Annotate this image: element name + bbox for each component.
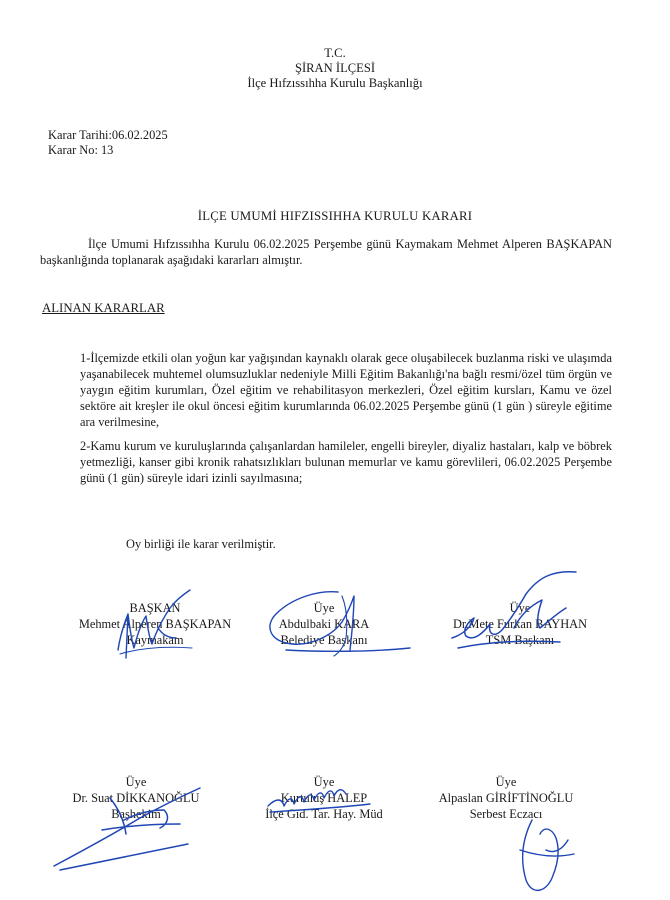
signature-pharmacist-graphic [502,810,582,900]
signatory-mayor [258,600,390,648]
signatory-name: Dr.Mete Furkan BAYHAN [452,617,588,631]
signatory-title: Serbest Eczacı [469,807,543,821]
signatory-role: BAŞKAN [129,601,181,615]
signatory-name: Kurtuluş HALEP [280,791,368,805]
signatory-role: Üye [313,775,335,789]
signatory-title: Başhekim [111,807,161,821]
closing-statement: Oy birliği ile karar verilmiştir. [126,537,276,551]
decision-meta [48,128,168,158]
signatory-tsm [432,600,608,648]
signatory-name: Mehmet Alperen BAŞKAPAN [78,617,232,631]
signatory-name: Alpaslan GİRİFTİNOĞLU [438,791,574,805]
signatory-role: Üye [495,775,517,789]
decision-date: Karar Tarihi:06.02.2025 [48,128,168,142]
signatory-title: Kaymakam [126,633,184,647]
signatory-role: Üye [509,601,531,615]
signatory-chairman [62,600,248,648]
signatory-pharmacist [424,774,588,822]
signatory-name: Dr. Suat DİKKANOĞLU [72,791,200,805]
signatory-title: İlçe Gıd. Tar. Hay. Müd [265,807,383,821]
signatory-name: Abdulbaki KARA [278,617,370,631]
intro-paragraph: İlçe Umumi Hıfzıssıhha Kurulu 06.02.2025 Perşembe günü Kaymakam Mehmet Alperen BAŞKAPAN başkanlığında toplanarak aşağıdaki kararları almıştır. [40,237,612,267]
signatory-agriculture [246,774,402,822]
header-republic: T.C. [324,46,346,60]
signatory-hospital [54,774,218,822]
signatory-role: Üye [125,775,147,789]
signatory-role: Üye [313,601,335,615]
document-header [0,46,670,91]
signatory-title: Belediye Başkanı [280,633,368,647]
decision-number: Karar No: 13 [48,143,114,157]
header-board: İlçe Hıfzıssıhha Kurulu Başkanlığı [247,76,423,90]
section-heading: ALINAN KARARLAR [42,301,165,315]
header-district: ŞİRAN İLÇESİ [294,61,376,75]
decision-item-2: 2-Kamu kurum ve kuruluşlarında çalışanlardan hamileler, engelli bireyler, diyaliz hastaları, kalp ve böbrek yetmezliği, kanser gibi kronik rahatsızlıkları bulunan memurlar ve kamu görevlileri, 06.02.2025 Perşembe günü (1 gün) süreyle idari izinli sayılmasına; [80,439,612,485]
document-title: İLÇE UMUMİ HIFZISSIHHA KURULU KARARI [197,209,473,223]
decision-item-1: 1-İlçemizde etkili olan yoğun kar yağışından kaynaklı olarak gece oluşabilecek buzlanma riski ve ulaşımda yaşanabilecek muhtemel olumsuzluklar nedeniyle Milli Eğitim Bakanlığı'na bağlı resmi/özel tüm örgün ve yaygın eğitim kurumları, Özel eğitim ve rehabilitasyon merkezleri, Özel eğitim kursları, Kamu ve özel sektöre ait kreşler ile okul öncesi eğitim kurumlarında 06.02.2025 Perşembe günü (1 gün ) süreyle eğitime ara verilmesine, [80,351,612,429]
signatory-title: TSM Başkanı [485,633,555,647]
